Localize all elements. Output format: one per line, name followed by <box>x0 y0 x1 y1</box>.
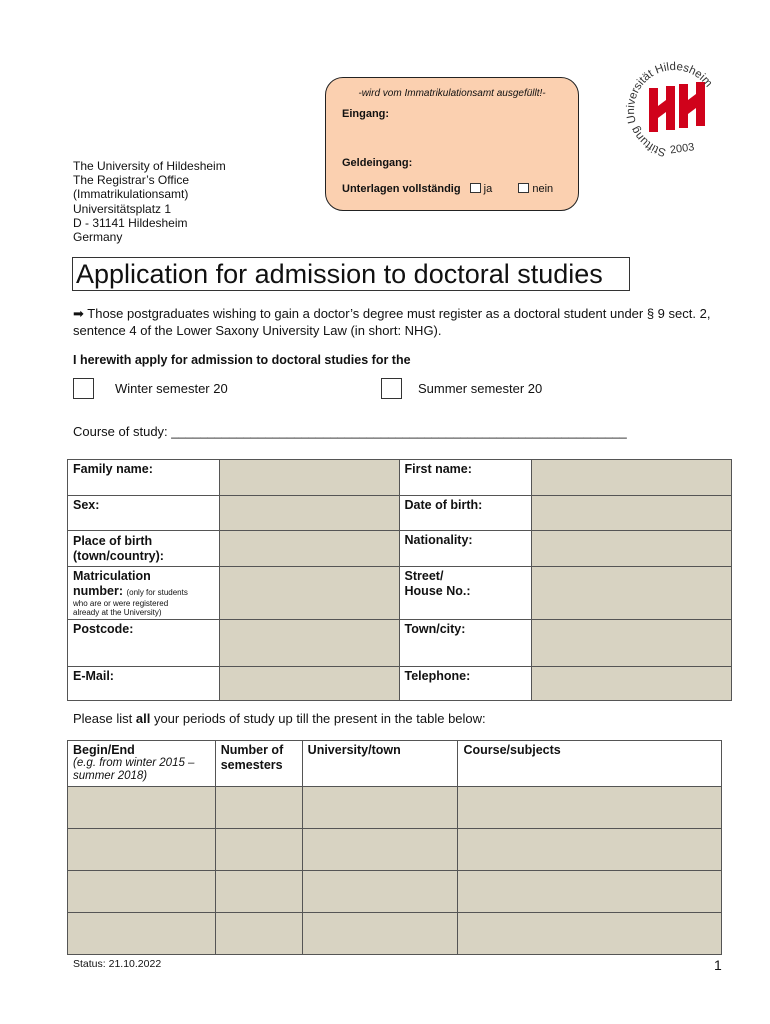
matriculation-line2: number: <box>73 584 123 598</box>
address-line: D - 31141 Hildesheim <box>73 215 188 230</box>
place-of-birth-line1: Place of birth <box>73 534 153 548</box>
winter-semester-label: Winter semester 20 <box>115 381 228 396</box>
status-date: Status: 21.10.2022 <box>73 958 162 970</box>
office-note: -wird vom Immatrikulationsamt ausgefüllt!- <box>358 88 546 99</box>
family-name-field[interactable] <box>219 460 399 496</box>
semesters-header-line2: semesters <box>220 758 283 772</box>
address-line: Universitätsplatz 1 <box>73 201 172 216</box>
table-row <box>68 871 722 913</box>
telephone-label: Telephone: <box>399 667 532 701</box>
address-line: The Registrar’s Office <box>73 173 190 188</box>
logo-h-mark-icon <box>649 82 705 132</box>
matriculation-note-line1: (only for students <box>126 588 188 597</box>
begin-end-header <box>68 741 216 787</box>
logo-ring-text: Stiftung Universität Hildesheim <box>624 60 715 159</box>
family-name-label: Family name: <box>68 460 220 496</box>
university-header: University/town <box>302 741 458 787</box>
university-cell[interactable] <box>302 871 458 913</box>
matriculation-label <box>68 567 220 620</box>
street-label <box>399 567 532 620</box>
university-cell[interactable] <box>302 787 458 829</box>
course-cell[interactable] <box>458 787 722 829</box>
summer-semester-checkbox[interactable] <box>381 378 402 399</box>
ja-checkbox[interactable] <box>470 183 481 193</box>
table-row <box>68 787 722 829</box>
page-number: 1 <box>714 957 722 973</box>
instruction-post: your periods of study up till the present in the table below: <box>150 711 486 726</box>
geldeingang-label: Geldeingang: <box>342 157 413 169</box>
begin-end-cell[interactable] <box>68 829 216 871</box>
university-logo <box>616 60 732 160</box>
course-cell[interactable] <box>458 913 722 955</box>
street-field[interactable] <box>532 567 732 620</box>
begin-end-hint: (e.g. from winter 2015 – summer 2018) <box>73 757 195 782</box>
university-cell[interactable] <box>302 913 458 955</box>
logo-year: 2003 <box>669 141 696 157</box>
matriculation-field[interactable] <box>219 567 399 620</box>
telephone-field[interactable] <box>532 667 732 701</box>
matriculation-note-line2: who are or were registered <box>73 599 169 608</box>
summer-semester-label: Summer semester 20 <box>418 381 543 396</box>
semesters-cell[interactable] <box>215 871 302 913</box>
course-of-study-field[interactable]: Course of study: _______________________________________________________________ <box>73 424 627 439</box>
street-line1: Street/ <box>404 569 444 583</box>
address-line: The University of Hildesheim <box>73 159 226 173</box>
personal-data-table <box>67 459 732 701</box>
street-line2: House No.: <box>404 584 471 598</box>
matriculation-note-line3: already at the University) <box>73 607 162 617</box>
study-periods-instruction <box>73 711 486 726</box>
first-name-label: First name: <box>399 460 532 496</box>
university-cell[interactable] <box>302 829 458 871</box>
course-cell[interactable] <box>458 829 722 871</box>
address-block <box>73 159 226 244</box>
nein-checkbox[interactable] <box>518 183 529 193</box>
place-of-birth-label <box>68 531 220 567</box>
intro-paragraph: ➡ Those postgraduates wishing to gain a doctor’s degree must register as a doctoral student under § 9 sect. 2, sentence 4 of the Lower Saxony University Law (in short: NHG). <box>73 306 711 338</box>
unterlagen-row <box>342 183 553 195</box>
date-of-birth-field[interactable] <box>532 496 732 531</box>
postcode-field[interactable] <box>219 620 399 667</box>
eingang-label: Eingang: <box>342 108 390 120</box>
unterlagen-label: Unterlagen vollständig <box>342 183 461 195</box>
semesters-cell[interactable] <box>215 829 302 871</box>
town-label: Town/city: <box>399 620 532 667</box>
address-line: Germany <box>73 230 123 245</box>
begin-end-cell[interactable] <box>68 913 216 955</box>
instruction-pre: Please list <box>73 711 136 726</box>
begin-end-cell[interactable] <box>68 787 216 829</box>
place-of-birth-line2: (town/country): <box>73 549 164 563</box>
ja-label: ja <box>483 183 493 195</box>
instruction-bold: all <box>135 711 151 726</box>
town-field[interactable] <box>532 620 732 667</box>
sex-field[interactable] <box>219 496 399 531</box>
course-cell[interactable] <box>458 871 722 913</box>
place-of-birth-field[interactable] <box>219 531 399 567</box>
semesters-header <box>215 741 302 787</box>
table-row <box>68 913 722 955</box>
email-label: E-Mail: <box>68 667 220 701</box>
email-field[interactable] <box>219 667 399 701</box>
begin-end-label: Begin/End <box>73 743 135 757</box>
begin-end-cell[interactable] <box>68 871 216 913</box>
semesters-header-line1: Number of <box>220 743 284 757</box>
postcode-label: Postcode: <box>68 620 220 667</box>
table-row <box>68 829 722 871</box>
sex-label: Sex: <box>68 496 220 531</box>
nationality-label: Nationality: <box>399 531 532 567</box>
course-header: Course/subjects <box>458 741 722 787</box>
study-periods-table <box>67 740 722 955</box>
nein-label: nein <box>532 183 554 195</box>
winter-semester-checkbox[interactable] <box>73 378 94 399</box>
document-title: Application for admission to doctoral studies <box>72 257 630 291</box>
nationality-field[interactable] <box>532 531 732 567</box>
matriculation-line1: Matriculation <box>73 569 151 583</box>
first-name-field[interactable] <box>532 460 732 496</box>
address-line: (Immatrikulationsamt) <box>73 187 189 202</box>
date-of-birth-label: Date of birth: <box>399 496 532 531</box>
semesters-cell[interactable] <box>215 787 302 829</box>
office-use-box <box>325 77 579 211</box>
semesters-cell[interactable] <box>215 913 302 955</box>
apply-heading: I herewith apply for admission to doctoral studies for the <box>73 353 411 367</box>
